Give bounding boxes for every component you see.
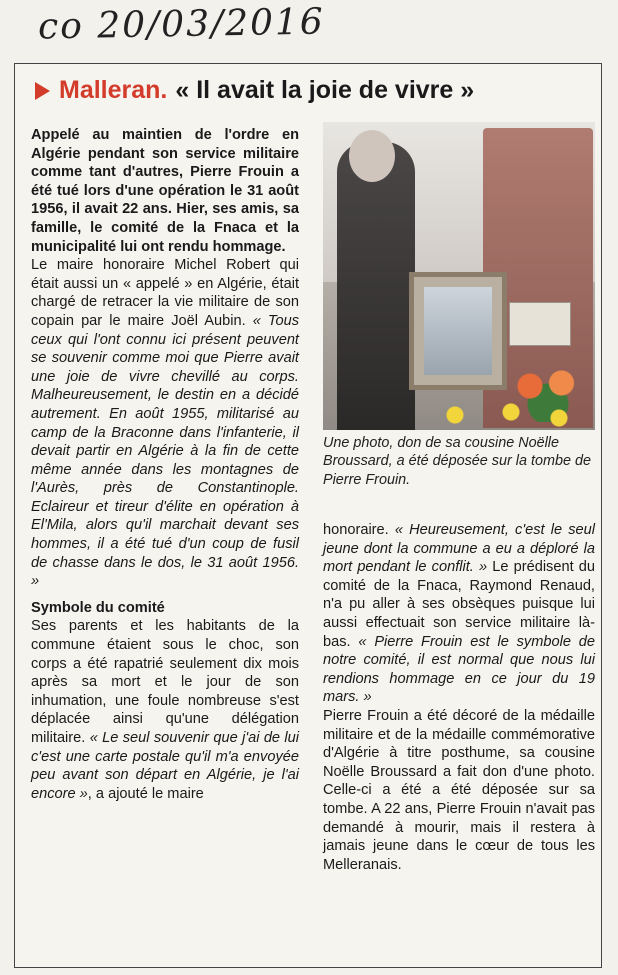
paragraph-1-text: Le maire honoraire Michel Robert qui était aussi un « appelé » en Algérie, était chargé de retracer la vie militaire de son copain par le maire Joël Aubin. — [31, 257, 299, 329]
paragraph-2-text: Ses parents et les habitants de la commune étaient sous le choc, son corps a été rapatrié seulement dix mois après sa mort et le jour de son inhumation, une foule nombreuse s'est déplacée ainsi qu'une délégation militaire. — [31, 618, 299, 746]
paragraph-4: Pierre Frouin a été décoré de la médaille militaire et de la médaille commémorative d'Algérie à titre posthume, sa cousine Noëlle Broussard a fait don d'une photo. Celle-ci a été a été déposée sur sa tombe. A 22 ans, Pierre Frouin n'avait pas demandé à mourir, mais il restera à jamais jeune dans le cœur de tous les Melleranais. — [323, 707, 595, 873]
headline — [35, 76, 591, 105]
left-column — [31, 126, 299, 803]
paragraph-2-quote: « Le seul souvenir que j'ai de lui c'est une carte postale qu'il m'a envoyée peu avant son départ en Algérie, je l'ai encore » — [31, 730, 299, 802]
framed-portrait — [409, 272, 507, 390]
paragraph-2 — [31, 617, 299, 803]
article-lead: Appelé au maintien de l'ordre en Algérie pendant son service militaire comme tant d'autres, Pierre Frouin a été tué lors d'une opération le 31 août 1956, il avait 22 ans. Hier, ses amis, sa famille, le comité de la Fnaca et la municipalité lui ont rendu hommage. — [31, 127, 299, 255]
article-frame — [14, 63, 602, 968]
paragraph-3-quote: « Heureusement, c'est le seul jeune dont la commune a eu a déploré la mort pendant le conflit. » — [323, 522, 595, 576]
grave-photo — [323, 122, 595, 430]
paragraph-3-text: Le prédisent du comité de la Fnaca, Raymond Renaud, n'a pu aller à ses obsèques puisque lui aussi effectuait son service militaire là-bas. — [323, 559, 596, 650]
right-column — [323, 521, 595, 874]
paragraph-2-tail: , a ajouté le maire — [87, 785, 204, 802]
subheading: Symbole du comité — [31, 599, 165, 616]
photo-caption: Une photo, don de sa cousine Noëlle Broussard, a été déposée sur la tombe de Pierre Frouin. — [323, 435, 591, 488]
paragraph-3-quote-2: « Pierre Frouin est le symbole de notre comité, il est normal que nous lui rendions hommage en ce jour du 19 mars. » — [323, 633, 596, 706]
paragraph-1 — [31, 256, 299, 591]
headline-place: Malleran. — [59, 76, 168, 104]
triangle-bullet-icon — [35, 82, 50, 100]
woman-figure — [337, 142, 415, 430]
grave-plaque — [509, 302, 571, 346]
paragraph-3 — [323, 521, 595, 707]
handwritten-date-note: co 20/03/2016 — [37, 1, 326, 48]
headline-title: « Il avait la joie de vivre » — [175, 76, 475, 104]
paragraph-3-head: honoraire. — [323, 522, 389, 538]
paragraph-1-quote: « Tous ceux qui l'ont connu ici présent peuvent se souvenir comme moi que Pierre avait une joie de vivre chevillé au corps. Malheureusement, le destin en a décidé autrement. En août 1955, militarisé au camp de la Braconne dans l'infanterie, il devait partir en Algérie à la fin de cette même année dans les montagnes de l'Aurès, près de Constantinople. Eclaireur et tireur d'élite en opération à El'Mila, alors qu'il marchait devant ses hommes, il a été tué d'un coup de fusil de chasse dans le dos, le 31 août 1956. » — [31, 312, 299, 590]
